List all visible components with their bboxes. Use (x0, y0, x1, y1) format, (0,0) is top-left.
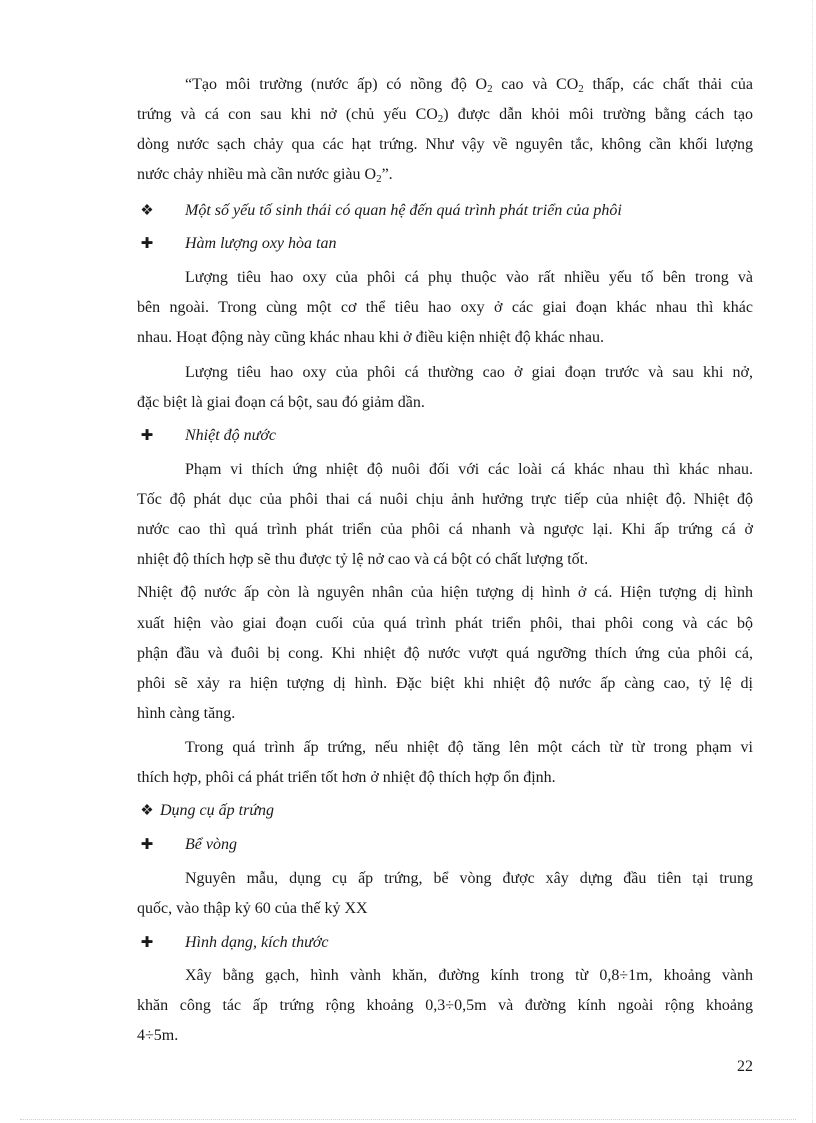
paragraph-line: Xây bằng gạch, hình vành khăn, đường kính trong từ 0,8÷1m, khoảng vành (185, 967, 753, 984)
diamond-bullet-icon: ❖ (140, 203, 154, 219)
section-heading: Dụng cụ ấp trứng (160, 802, 275, 819)
cross-bullet-icon: ✚ (140, 935, 154, 951)
cross-bullet-icon: ✚ (140, 837, 154, 853)
paragraph-line: phôi sẽ xảy ra hiện tượng dị hình. Đặc biệt khi nhiệt độ nước ấp càng cao, tỷ lệ dị (137, 675, 753, 692)
paragraph-line: Lượng tiêu hao oxy của phôi cá thường cao ở giai đoạn trước và sau khi nở, (185, 364, 753, 381)
paragraph-line: Trong quá trình ấp trứng, nếu nhiệt độ tăng lên một cách từ từ trong phạm vi (185, 739, 753, 756)
subsection-heading: Nhiệt độ nước (185, 427, 277, 444)
paragraph-line: bên ngoài. Trong cùng một cơ thể tiêu hao oxy ở các giai đoạn khác nhau thì khác (137, 299, 753, 316)
subsection-heading: Bể vòng (185, 836, 237, 853)
quote-line-1: “Tạo môi trường (nước ấp) có nồng độ $O_2$ cao và $CO_2$ thấp, các chất thải của (185, 76, 754, 95)
page-edge-divider (812, 0, 813, 1123)
quote-line-2: trứng và cá con sau khi nở (chủ yếu $CO_2$) được dẫn khỏi môi trường bằng cách tạo (137, 106, 754, 125)
subsection-heading: Hình dạng, kích thước (185, 934, 329, 951)
paragraph-line: nhiệt độ thích hợp sẽ thu được tỷ lệ nở cao và cá bột có chất lượng tốt. (137, 551, 589, 568)
paragraph-line: khăn công tác ấp trứng rộng khoảng 0,3÷0,5m và đường kính ngoài rộng khoảng (137, 997, 753, 1014)
section-heading: Một số yếu tố sinh thái có quan hệ đến quá trình phát triển của phôi (185, 202, 622, 219)
paragraph-line: Nguyên mẫu, dụng cụ ấp trứng, bể vòng được xây dựng đầu tiên tại trung (185, 870, 753, 887)
paragraph-line: hình càng tăng. (137, 705, 236, 722)
paragraph-line: xuất hiện vào giai đoạn cuối của quá trình phát triển phôi, thai phôi cong và các bộ (137, 615, 753, 632)
paragraph-line: 4÷5m. (137, 1027, 179, 1044)
paragraph-line: Phạm vi thích ứng nhiệt độ nuôi đối với các loài cá khác nhau thì khác nhau. (185, 461, 753, 478)
quote-line-4: nước chảy nhiều mà cần nước giàu $O_2$”. (137, 166, 393, 185)
paragraph-line: Lượng tiêu hao oxy của phôi cá phụ thuộc vào rất nhiều yếu tố bên trong và (185, 269, 753, 286)
quote-line-3: dòng nước sạch chảy qua các hạt trứng. Như vậy về nguyên tắc, không cần khối lượng (137, 136, 753, 153)
page-number: 22 (737, 1058, 753, 1075)
cross-bullet-icon: ✚ (140, 236, 154, 252)
paragraph-line: phận đầu và đuôi bị cong. Khi nhiệt độ nước vượt quá ngưỡng thích ứng của phôi cá, (137, 645, 753, 662)
paragraph-line: nước cao thì quá trình phát triển của phôi cá nhanh và ngược lại. Khi ấp trứng cá ở (137, 521, 753, 538)
paragraph-line: quốc, vào thập kỷ 60 của thế kỷ XX (137, 900, 368, 917)
diamond-bullet-icon: ❖ (140, 803, 154, 819)
paragraph-line: đặc biệt là giai đoạn cá bột, sau đó giảm dần. (137, 394, 425, 411)
paragraph-line: Nhiệt độ nước ấp còn là nguyên nhân của hiện tượng dị hình ở cá. Hiện tượng dị hình (137, 584, 753, 601)
paragraph-line: thích hợp, phôi cá phát triển tốt hơn ở nhiệt độ thích hợp ổn định. (137, 769, 556, 786)
paragraph-line: Tốc độ phát dục của phôi thai cá nuôi chịu ảnh hưởng trực tiếp của nhiệt độ. Nhiệt độ (137, 491, 753, 508)
footer-divider (20, 1119, 796, 1120)
cross-bullet-icon: ✚ (140, 428, 154, 444)
subsection-heading: Hàm lượng oxy hòa tan (185, 235, 337, 252)
paragraph-line: nhau. Hoạt động này cũng khác nhau khi ở điều kiện nhiệt độ khác nhau. (137, 329, 605, 346)
